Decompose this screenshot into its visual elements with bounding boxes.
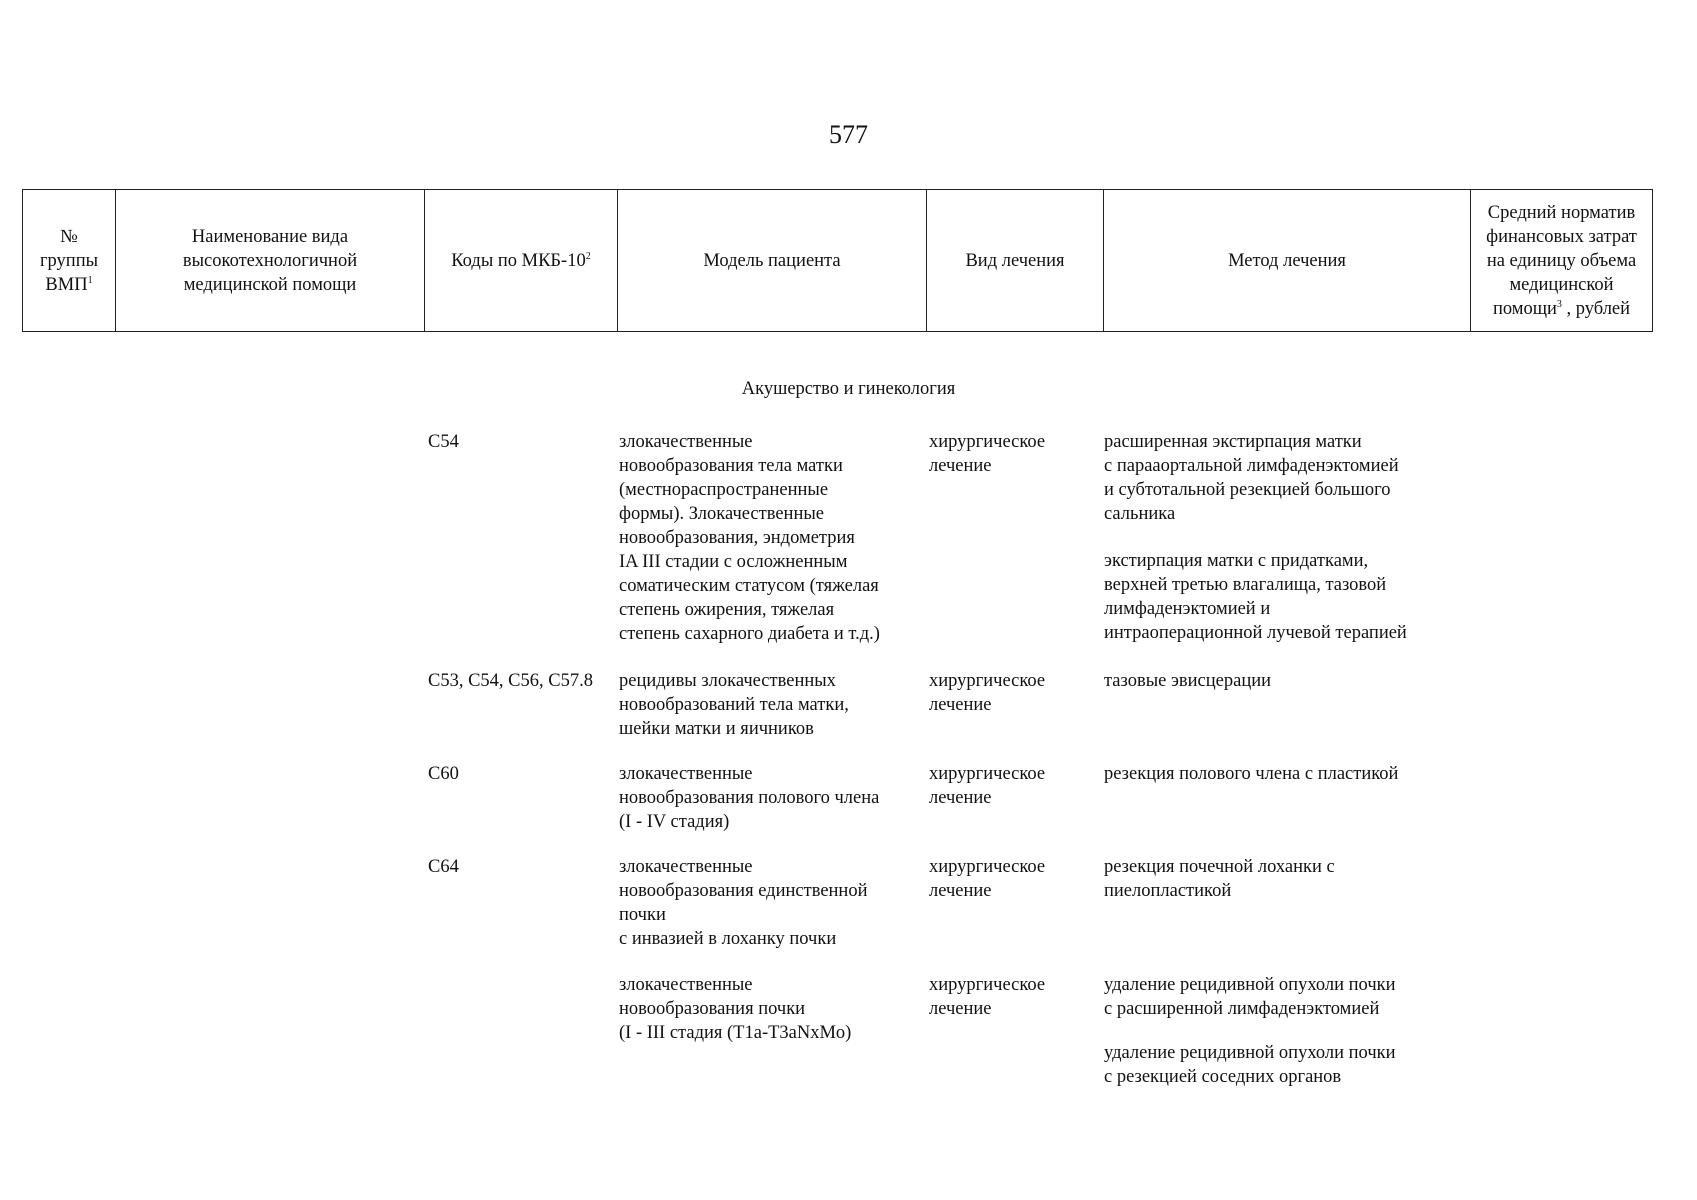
header-care-type-name: Наименование вида высокотехнологичной медицинской помощи (116, 190, 425, 332)
row-treatment-method: расширенная экстирпация матки с парааортальной лимфаденэктомией и субтотальной резекцией большого сальника (1104, 432, 1399, 524)
row-icd-code: C60 (428, 764, 459, 784)
row-patient-model: злокачественные новообразования почки (I - III стадия (T1a-T3aNxMo) (619, 975, 852, 1043)
header-treatment-method: Метод лечения (1104, 190, 1471, 332)
row-treatment-method: удаление рецидивной опухоли почки с резекцией соседних органов (1104, 1043, 1396, 1087)
row-patient-model: рецидивы злокачественных новообразований тела матки, шейки матки и яичников (619, 671, 849, 739)
row-icd-code: C53, C54, C56, C57.8 (428, 671, 593, 691)
row-patient-model: злокачественные новообразования тела матки (местнораспространенные формы). Злокачественные новообразования, эндометрия IA III стадии с осложненным соматическим статусом (тяжелая степень ожирения, тяжелая степень сахарного диабета и т.д.) (619, 432, 880, 644)
section-title: Акушерство и гинекология (741, 379, 956, 399)
header-group-number: № группы ВМП$^1$ (23, 190, 116, 332)
header-icd-codes: Коды по МКБ-$10^2$ (425, 190, 618, 332)
row-treatment-type: хирургическое лечение (929, 764, 1046, 808)
header-treatment-type: Вид лечения (927, 190, 1104, 332)
row-treatment-type: хирургическое лечение (929, 671, 1046, 715)
header-average-cost: Средний норматив финансовых затрат на единицу объема медицинской помощи$^3$ , рублей (1471, 190, 1653, 332)
row-treatment-type: хирургическое лечение (929, 857, 1046, 901)
page-number: 577 (829, 120, 868, 149)
row-icd-code: C64 (428, 857, 459, 877)
row-icd-code: C54 (428, 432, 459, 452)
row-treatment-type: хирургическое лечение (929, 975, 1046, 1019)
row-treatment-type: хирургическое лечение (929, 432, 1046, 476)
row-patient-model: злокачественные новообразования полового члена (I - IV стадия) (619, 764, 880, 832)
row-treatment-method: резекция почечной лоханки с пиелопластикой (1104, 857, 1335, 901)
table-header (22, 189, 1653, 332)
row-treatment-method: тазовые эвисцерации (1104, 671, 1272, 691)
row-treatment-method: экстирпация матки с придатками, верхней третью влагалища, тазовой лимфаденэктомией и интраоперационной лучевой терапией (1104, 551, 1407, 643)
row-treatment-method: резекция полового члена с пластикой (1104, 764, 1399, 784)
row-treatment-method: удаление рецидивной опухоли почки с расширенной лимфаденэктомией (1104, 975, 1396, 1019)
row-patient-model: злокачественные новообразования единственной почки с инвазией в лоханку почки (619, 857, 868, 949)
header-patient-model: Модель пациента (618, 190, 927, 332)
